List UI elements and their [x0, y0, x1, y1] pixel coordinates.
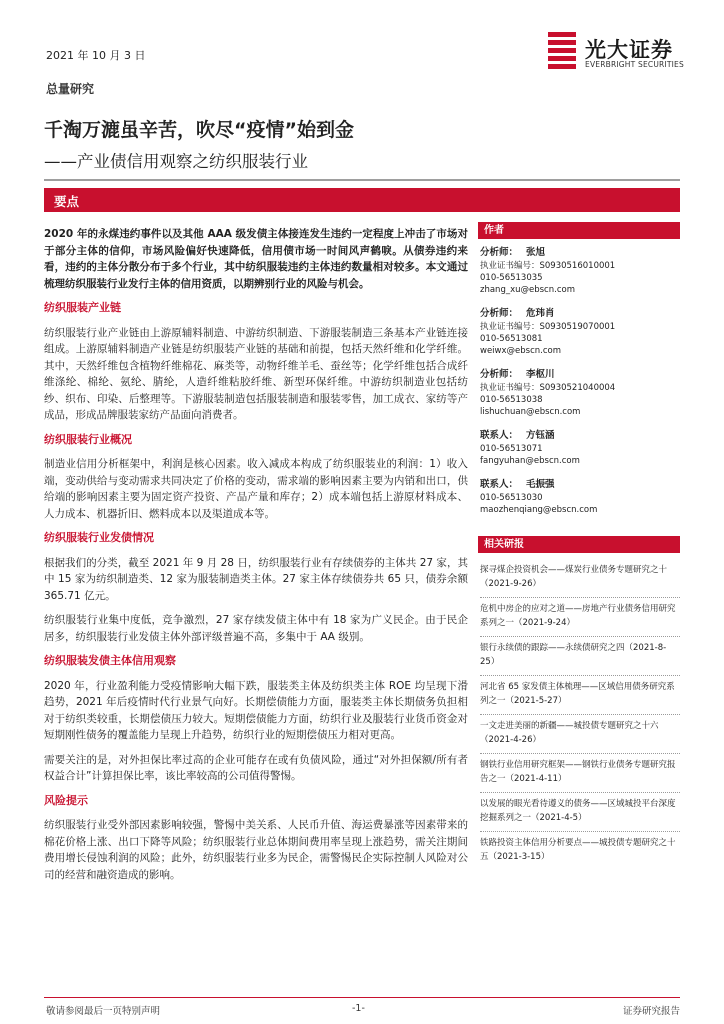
- key-points-bar: [44, 188, 680, 212]
- heading-bond-issuance: 纺织服装行业发债情况: [44, 531, 154, 544]
- paragraph-industry-overview: 制造业信用分析框架中，利润是核心因素。收入减成本构成了纺织服装业的利润：1）收入端，变动供给与变动需求共同决定了价格的变动，需求端的影响因素主要为内销和出口，供给端的影响因素主要为固定资产投资、产品产量和库存；2）成本端包括上游原材料成本、人力成本、机器折旧、燃料成本以及渠道成本等。: [44, 458, 468, 520]
- contact-name: 毛振强: [526, 479, 555, 490]
- analyst-name: 张旭: [526, 247, 546, 258]
- footer-disclaimer[interactable]: 敬请参阅最后一页特别声明: [46, 1006, 161, 1017]
- analyst-role: 分析师：: [480, 247, 519, 258]
- paragraph-industry-chain: 纺织服装行业产业链由上游原辅料制造、中游纺织制造、下游服装制造三条基本产业链连接组成。上游原辅料制造产业链是纺织服装产业链的基础和前提，包括天然纤维和化学纤维。其中，天然纤维包含植物纤维棉花、麻类等，动物纤维羊毛、蚕丝等；化学纤维包括合成纤维涤纶、棉纶、氨纶、腈纶，人造纤维粘胶纤维、新型环保纤维。中游纺织制造业包括纺纱、织布、印染、后整理等。下游服装制造包括服装制造和服装零售，加工成衣、家纺等产成品，形成品牌服装家纺产品面向消费者。: [44, 326, 468, 421]
- research-link[interactable]: 铁路投资主体信用分析要点——城投债专题研究之十五（2021-3-15）: [480, 838, 676, 862]
- analyst-role: 分析师：: [480, 308, 519, 319]
- paragraph-credit-observation-2: 需要关注的是，对外担保比率过高的企业可能存在或有负债风险，通过“对外担保额/所有者权益合计”计算担保比率，该比率较高的公司值得警惕。: [44, 753, 468, 782]
- sidebar: [478, 222, 680, 870]
- analyst-email[interactable]: zhang_xu@ebscn.com: [480, 285, 575, 295]
- main-content: [44, 226, 468, 891]
- analyst-name: 危玮肖: [526, 308, 555, 319]
- page-number: -1-: [352, 1003, 365, 1014]
- report-title: 千淘万漉虽辛苦，吹尽“疫情”始到金: [44, 119, 354, 141]
- research-link[interactable]: 探寻煤企投资机会——煤炭行业债务专题研究之十（2021-9-26）: [480, 559, 680, 598]
- title-divider: [44, 179, 680, 181]
- related-research-list: [480, 559, 680, 870]
- analyst-block: [480, 308, 680, 357]
- heading-credit-observation: 纺织服装发债主体信用观察: [44, 654, 176, 667]
- footer-divider: [44, 997, 680, 998]
- heading-risk-warning: 风险提示: [44, 793, 88, 807]
- research-link[interactable]: 以发展的眼光看待遵义的债务——区域城投平台深度挖掘系列之一（2021-4-5）: [480, 793, 680, 832]
- authors-header: 作者: [478, 222, 680, 239]
- analyst-email[interactable]: weiwx@ebscn.com: [480, 346, 561, 356]
- contact-email[interactable]: maozhenqiang@ebscn.com: [480, 505, 598, 515]
- contact-block: [480, 479, 680, 516]
- paragraph-credit-observation-1: 2020 年，行业盈利能力受疫情影响大幅下跌，服装类主体及纺织类主体 ROE 均呈现下滑趋势，2021 年后疫情时代行业景气向好。长期偿债能力方面，服装类主体长期债务负担相对于纺织类较重，长期偿债压力较大。短期偿债能力方面，纺织行业及服装行业货币资金对短期刚性债务的覆盖能力呈现上升趋势，纺织行业的短期偿债压力相对更高。: [44, 679, 468, 741]
- contact-email[interactable]: fangyuhan@ebscn.com: [480, 456, 580, 466]
- heading-industry-overview: 纺织服装行业概况: [44, 432, 132, 446]
- contact-phone: 010-56513030: [480, 493, 543, 503]
- footer-report-type: 证券研究报告: [622, 1006, 680, 1017]
- report-date: 2021 年 10 月 3 日: [46, 49, 146, 62]
- contact-role: 联系人：: [480, 479, 519, 490]
- heading-industry-chain: 纺织服装产业链: [44, 301, 121, 314]
- analyst-cert: 执业证书编号：S0930521040004: [480, 383, 616, 393]
- analyst-phone: 010-56513038: [480, 395, 543, 405]
- analyst-phone: 010-56513081: [480, 334, 543, 344]
- analyst-role: 分析师：: [480, 369, 519, 380]
- logo-chinese-name: 光大证券: [585, 38, 673, 62]
- lead-paragraph: 2020 年的永煤违约事件以及其他 AAA 级发债主体接连发生违约一定程度上冲击了市场对于部分主体的信仰，市场风险偏好快速降低，信用债市场一时间风声鹤唳。从债券违约来看，违约的主体分散分布于多个行业，其中纺织服装违约主体违约数量相对较多。本文通过梳理纺织服装行业发行主体的信用资质，以期辨别行业的风险与机会。: [44, 228, 468, 290]
- research-link[interactable]: 河北省 65 家发债主体梳理——区域信用债务研究系列之一（2021-5-27）: [480, 676, 680, 715]
- analyst-block: [480, 247, 680, 296]
- research-link[interactable]: 一文走进美丽的新疆——城投债专题研究之十六（2021-4-26）: [480, 715, 680, 754]
- paragraph-bond-issuance-1: 根据我们的分类，截至 2021 年 9 月 28 日，纺织服装行业有存续债券的主体共 27 家，其中 15 家为纺织制造类、12 家为服装制造类主体。27 家主体存续债券共 65 只，债券余额 365.71 亿元。: [44, 556, 468, 602]
- company-logo: [548, 32, 698, 72]
- related-research-header: 相关研报: [478, 536, 680, 553]
- contact-role: 联系人：: [480, 430, 519, 441]
- analyst-block: [480, 369, 680, 418]
- logo-english-name: EVERBRIGHT SECURITIES: [585, 60, 684, 69]
- contact-name: 方钰涵: [526, 430, 555, 441]
- contact-phone: 010-56513071: [480, 444, 543, 454]
- report-category: 总量研究: [46, 82, 95, 96]
- everbright-logo-icon: [548, 32, 576, 70]
- key-points-label: 要点: [54, 194, 80, 209]
- report-subtitle: ——产业债信用观察之纺织服装行业: [44, 152, 308, 171]
- analyst-name: 李枢川: [526, 369, 555, 380]
- contact-block: [480, 430, 680, 467]
- research-link[interactable]: 钢铁行业信用研究框架——钢铁行业债务专题研究报告之一（2021-4-11）: [480, 754, 680, 793]
- analyst-phone: 010-56513035: [480, 273, 543, 283]
- paragraph-bond-issuance-2: 纺织服装行业集中度低，竞争激烈，27 家存续发债主体中有 18 家为广义民企。由于民企居多，纺织服装行业发债主体外部评级普遍不高，多集中于 AA 级别。: [44, 614, 468, 643]
- analyst-cert: 执业证书编号：S0930519070001: [480, 322, 616, 332]
- research-link[interactable]: 银行永续债的跟踪——永续债研究之四（2021-8-25）: [480, 637, 680, 676]
- paragraph-risk-warning: 纺织服装行业受外部因素影响较强，警惕中美关系、人民币升值、海运费暴涨等因素带来的棉花价格上涨、出口下降等风险；纺织服装行业总体期间费用率呈现上涨趋势，需关注期间费用增长侵蚀利润的风险；此外，纺织服装行业多为民企，需警惕民企实际控制人风险对公司的经营和融资造成的影响。: [44, 819, 468, 881]
- research-link[interactable]: 危机中房企的应对之道——房地产行业债务信用研究系列之一（2021-9-24）: [480, 598, 680, 637]
- analyst-cert: 执业证书编号：S0930516010001: [480, 261, 616, 271]
- analyst-email[interactable]: lishuchuan@ebscn.com: [480, 407, 581, 417]
